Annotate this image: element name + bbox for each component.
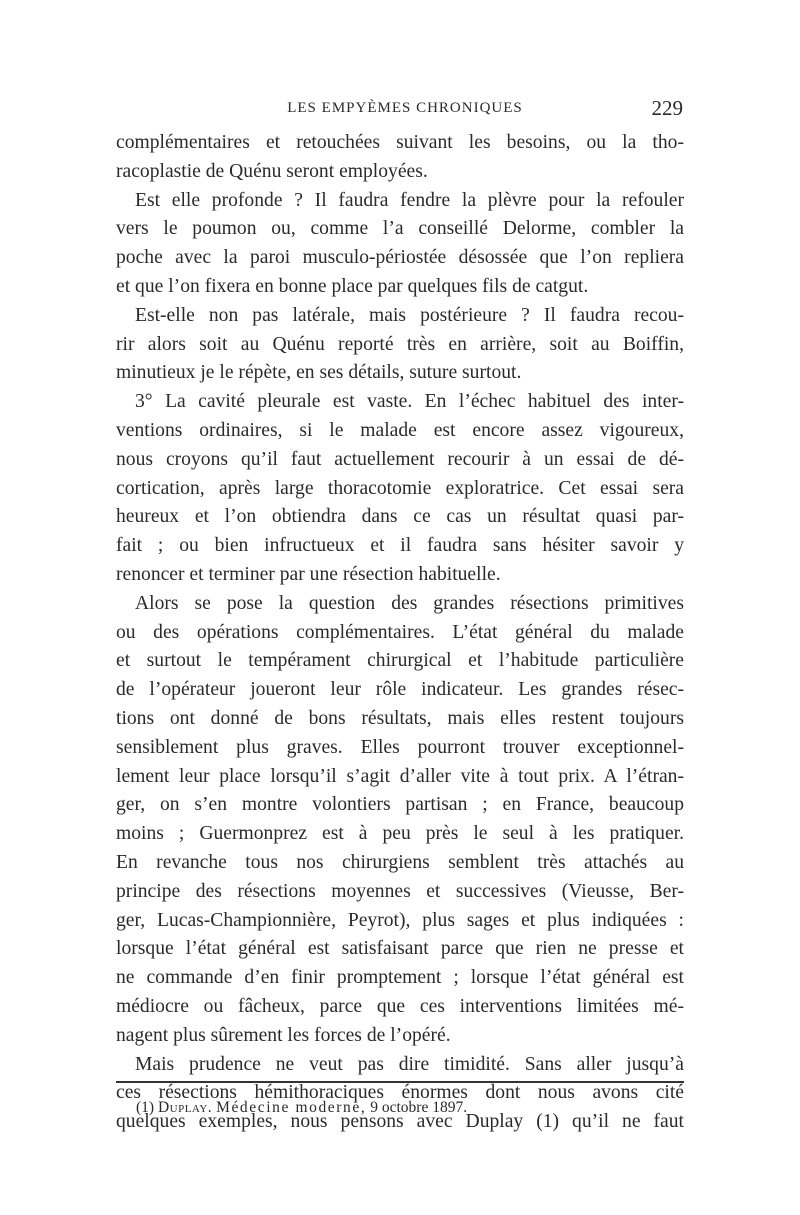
text-line: ventions ordinaires, si le malade est encore assez vigoureux, bbox=[116, 419, 684, 441]
text-line: poche avec la paroi musculo-périostée désossée que l’on repliera bbox=[116, 247, 684, 269]
text-line: et surtout le tempérament chirurgical et l’habitude particulière bbox=[116, 650, 684, 672]
text-line: heureux et l’on obtiendra dans ce cas un résultat quasi par- bbox=[116, 506, 684, 528]
text-line: minutieux je le répète, en ses détails, suture surtout. bbox=[116, 362, 522, 384]
text-line: vers le poumon ou, comme l’a conseillé Delorme, combler la bbox=[116, 218, 684, 240]
text-line: En revanche tous nos chirurgiens semblent très attachés au bbox=[116, 851, 684, 873]
footnote-marker: (1) bbox=[136, 1099, 155, 1116]
text-line: moins ; Guermonprez est à peu près le seul à les pratiquer. bbox=[116, 823, 684, 845]
text-line: 3° La cavité pleurale est vaste. En l’échec habituel des inter- bbox=[135, 391, 684, 413]
text-line: racoplastie de Quénu seront employées. bbox=[116, 160, 428, 182]
text-line: Est-elle non pas latérale, mais postérieure ? Il faudra recou- bbox=[135, 304, 684, 326]
footnote-date: 9 octobre 1897. bbox=[370, 1099, 468, 1116]
text-line: lement leur place lorsqu’il s’agit d’aller vite à tout prix. A l’étran- bbox=[116, 765, 684, 787]
text-line: Est elle profonde ? Il faudra fendre la plèvre pour la refouler bbox=[135, 189, 684, 211]
footnote-journal: Médecine moderne, bbox=[216, 1099, 367, 1116]
text-line: ger, Lucas-Championnière, Peyrot), plus sages et plus indiquées : bbox=[116, 909, 684, 931]
text-line: ces résections hémithoraciques énormes dont nous avons cité bbox=[116, 1082, 684, 1104]
text-line: et que l’on fixera en bonne place par quelques fils de catgut. bbox=[116, 275, 589, 297]
body-text bbox=[116, 129, 684, 1137]
footnote-author: Duplay. bbox=[157, 1099, 213, 1116]
text-line: sensiblement plus graves. Elles pourront trouver exceptionnel- bbox=[116, 736, 684, 758]
text-line: rir alors soit au Quénu reporté très en arrière, soit au Boiffin, bbox=[116, 333, 684, 355]
text-line: tions ont donné de bons résultats, mais elles restent toujours bbox=[116, 707, 684, 729]
running-head bbox=[115, 96, 685, 126]
text-line: ne commande d’en finir promptement ; lorsque l’état général est bbox=[116, 967, 684, 989]
footnote-rule bbox=[116, 1081, 684, 1083]
text-line: ou des opérations complémentaires. L’état général du malade bbox=[116, 621, 684, 643]
text-line: fait ; ou bien infructueux et il faudra sans hésiter savoir y bbox=[116, 535, 684, 557]
text-line: quelques exemples, nous pensons avec Duplay (1) qu’il ne faut bbox=[116, 1111, 684, 1133]
text-line: complémentaires et retouchées suivant les besoins, ou la tho- bbox=[116, 132, 684, 153]
text-line: nous croyons qu’il faut actuellement recourir à un essai de dé- bbox=[116, 448, 684, 470]
page-number: 229 bbox=[651, 96, 683, 120]
text-line: lorsque l’état général est satisfaisant parce que rien ne presse et bbox=[116, 938, 684, 960]
text-line: principe des résections moyennes et successives (Vieusse, Ber- bbox=[116, 880, 684, 902]
running-title: LES EMPYÈMES CHRONIQUES bbox=[287, 100, 523, 116]
text-line: Alors se pose la question des grandes résections primitives bbox=[135, 592, 684, 614]
text-line: Mais prudence ne veut pas dire timidité. Sans aller jusqu’à bbox=[135, 1053, 684, 1075]
footnote bbox=[136, 1099, 467, 1117]
text-line: ger, on s’en montre volontiers partisan ; en France, beaucoup bbox=[116, 794, 684, 816]
text-line: renoncer et terminer par une résection habituelle. bbox=[116, 563, 501, 585]
text-line: cortication, après large thoracotomie exploratrice. Cet essai sera bbox=[116, 477, 684, 499]
text-line: de l’opérateur joueront leur rôle indicateur. Les grandes résec- bbox=[116, 679, 684, 701]
text-line: médiocre ou fâcheux, parce que ces interventions limitées mé- bbox=[116, 995, 684, 1017]
text-line: nagent plus sûrement les forces de l’opéré. bbox=[116, 1024, 451, 1046]
